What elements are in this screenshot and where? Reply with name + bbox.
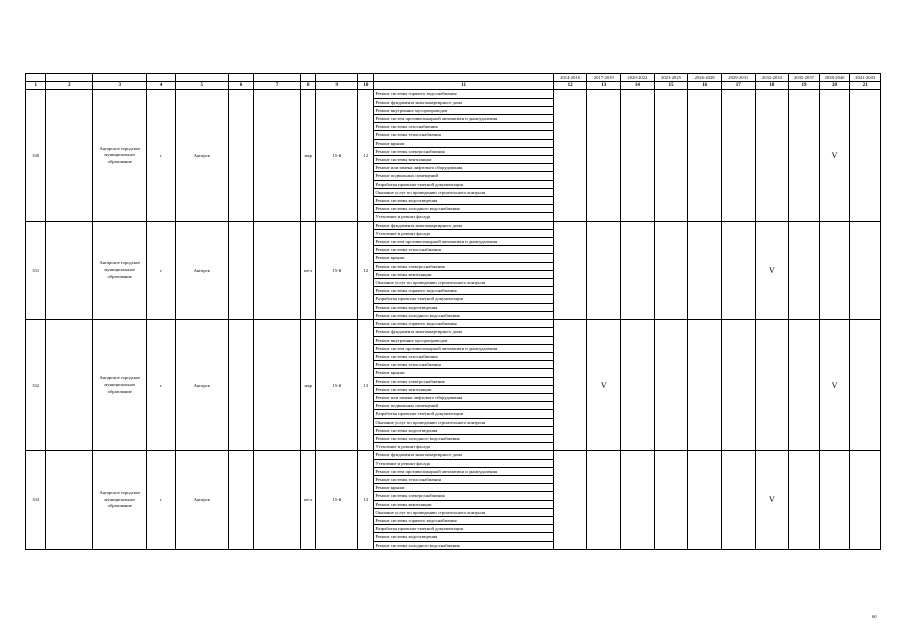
column-number: 18 <box>755 82 789 90</box>
period-cell <box>721 221 755 319</box>
row-number: 332 <box>26 320 46 451</box>
period-cell <box>850 320 881 451</box>
column-number: 2 <box>46 82 93 90</box>
street-type: кв-л <box>301 221 316 319</box>
column-number: 13 <box>587 82 621 90</box>
column-number: 12 <box>553 82 587 90</box>
header-empty-cell <box>254 74 301 82</box>
work-type: Утепление и ремонт фасада <box>374 443 553 451</box>
municipality: Ангарское городское муниципальное образование <box>93 451 147 549</box>
period-mark: V <box>755 451 789 549</box>
period-cell <box>755 90 789 221</box>
header-empty-cell <box>46 74 93 82</box>
period-cell <box>587 221 621 319</box>
period-cell <box>850 451 881 549</box>
column-number: 3 <box>93 82 147 90</box>
period-cell <box>688 221 722 319</box>
period-header: 2023-2025 <box>654 74 688 82</box>
empty-cell <box>254 451 301 549</box>
street-type: мкр <box>301 320 316 451</box>
work-type: Разработка проектно-сметной документации <box>374 525 553 533</box>
municipality: Ангарское городское муниципальное образование <box>93 320 147 451</box>
work-type: Оказание услуг по проведению строительного контроля <box>374 418 553 426</box>
row-number: 331 <box>26 221 46 319</box>
work-type: Ремонт крыши <box>374 254 553 262</box>
work-type: Ремонт системы газоснабжения <box>374 123 553 131</box>
work-type: Ремонт системы электроснабжения <box>374 377 553 385</box>
period-cell <box>850 90 881 221</box>
header-empty-cell <box>301 74 316 82</box>
work-type: Ремонт системы водоотведения <box>374 303 553 311</box>
period-cell <box>621 451 655 549</box>
empty-cell <box>46 221 93 319</box>
work-type: Ремонт системы вентиляции <box>374 270 553 278</box>
period-cell <box>688 451 722 549</box>
empty-cell <box>254 90 301 221</box>
capital-repair-schedule-table <box>25 73 881 550</box>
column-number: 15 <box>654 82 688 90</box>
period-mark: V <box>755 221 789 319</box>
column-number: 4 <box>147 82 176 90</box>
period-cell <box>721 451 755 549</box>
period-cell <box>654 320 688 451</box>
column-number: 5 <box>175 82 228 90</box>
header-empty-cell <box>147 74 176 82</box>
settlement-type: г. <box>147 451 176 549</box>
work-type: Оказание услуг по проведению строительного контроля <box>374 508 553 516</box>
work-type: Ремонт крыши <box>374 139 553 147</box>
period-header: 2038-2040 <box>819 74 850 82</box>
street-type: мкр <box>301 90 316 221</box>
work-type: Ремонт системы теплоснабжения <box>374 475 553 483</box>
settlement-type: г. <box>147 90 176 221</box>
period-cell <box>819 221 850 319</box>
period-cell <box>789 90 820 221</box>
settlement-name: Ангарск <box>175 451 228 549</box>
street-type: кв-л <box>301 451 316 549</box>
settlement-type: г. <box>147 221 176 319</box>
work-type: Ремонт системы холодного водоснабжения <box>374 434 553 442</box>
period-cell <box>553 221 587 319</box>
period-cell <box>789 221 820 319</box>
period-header: 2017-2019 <box>587 74 621 82</box>
work-type: Ремонт или замена лифтового оборудования <box>374 393 553 401</box>
period-cell <box>850 221 881 319</box>
work-type: Разработка проектно-сметной документации <box>374 180 553 188</box>
column-number: 1 <box>26 82 46 90</box>
period-cell <box>819 451 850 549</box>
work-type: Оказание услуг по проведению строительного контроля <box>374 279 553 287</box>
period-cell <box>587 90 621 221</box>
work-type: Ремонт системы водоотведения <box>374 533 553 541</box>
work-type: Ремонт системы теплоснабжения <box>374 246 553 254</box>
period-header: 2041-2043 <box>850 74 881 82</box>
settlement-name: Ангарск <box>175 221 228 319</box>
period-header: 2026-2028 <box>688 74 722 82</box>
header-empty-cell <box>316 74 358 82</box>
period-cell <box>688 320 722 451</box>
row-number: 333 <box>26 451 46 549</box>
header-empty-cell <box>175 74 228 82</box>
page-number: 60 <box>872 614 877 619</box>
period-cell <box>721 90 755 221</box>
street-name: 15-й <box>316 320 358 451</box>
municipality: Ангарское городское муниципальное образование <box>93 221 147 319</box>
work-type: Ремонт системы водоотведения <box>374 197 553 205</box>
period-cell <box>621 90 655 221</box>
column-number: 19 <box>789 82 820 90</box>
settlement-name: Ангарск <box>175 90 228 221</box>
period-cell <box>587 451 621 549</box>
work-type: Ремонт системы электроснабжения <box>374 262 553 270</box>
work-type: Оказание услуг по проведению строительного контроля <box>374 188 553 196</box>
work-type: Ремонт системы вентиляции <box>374 500 553 508</box>
header-empty-cell <box>26 74 46 82</box>
column-number: 20 <box>819 82 850 90</box>
work-type: Ремонт системы электроснабжения <box>374 492 553 500</box>
table-row <box>26 451 881 459</box>
period-cell <box>654 451 688 549</box>
work-type: Ремонт фундамента многоквартирного дома <box>374 221 553 229</box>
period-header: 2014-2016 <box>553 74 587 82</box>
empty-cell <box>254 320 301 451</box>
period-cell <box>553 90 587 221</box>
empty-cell <box>228 451 253 549</box>
work-type: Утепление и ремонт фасада <box>374 459 553 467</box>
work-type: Ремонт системы вентиляции <box>374 156 553 164</box>
work-type: Ремонт системы теплоснабжения <box>374 131 553 139</box>
street-name: 15-й <box>316 221 358 319</box>
settlement-name: Ангарск <box>175 320 228 451</box>
house-number: 13 <box>358 320 374 451</box>
street-name: 15-й <box>316 451 358 549</box>
header-empty-cell <box>228 74 253 82</box>
period-cell <box>654 221 688 319</box>
period-cell <box>621 320 655 451</box>
work-type: Ремонт подвальных помещений <box>374 402 553 410</box>
row-number: 330 <box>26 90 46 221</box>
settlement-type: г. <box>147 320 176 451</box>
work-type: Ремонт системы холодного водоснабжения <box>374 541 553 549</box>
work-type: Ремонт системы горячего водоснабжения <box>374 320 553 328</box>
period-cell <box>621 221 655 319</box>
work-type: Ремонт систем противопожарной автоматики и дымоудаления <box>374 467 553 475</box>
work-type: Ремонт или замена лифтового оборудования <box>374 164 553 172</box>
period-cell <box>755 320 789 451</box>
work-type: Ремонт фундамента многоквартирного дома <box>374 98 553 106</box>
work-type: Утепление и ремонт фасада <box>374 229 553 237</box>
period-header: 2032-2034 <box>755 74 789 82</box>
work-type: Ремонт внутренних мусоропроводов <box>374 106 553 114</box>
period-header: 2029-2031 <box>721 74 755 82</box>
table-row <box>26 320 881 328</box>
work-type: Ремонт систем противопожарной автоматики и дымоудаления <box>374 115 553 123</box>
column-number: 10 <box>358 82 374 90</box>
column-number: 9 <box>316 82 358 90</box>
house-number: 12 <box>358 90 374 221</box>
empty-cell <box>228 320 253 451</box>
period-header: 2035-2037 <box>789 74 820 82</box>
work-type: Ремонт систем противопожарной автоматики и дымоудаления <box>374 344 553 352</box>
street-name: 15-й <box>316 90 358 221</box>
house-number: 12 <box>358 221 374 319</box>
header-empty-cell <box>358 74 374 82</box>
period-cell <box>789 320 820 451</box>
work-type: Ремонт фундамента многоквартирного дома <box>374 328 553 336</box>
column-number: 17 <box>721 82 755 90</box>
column-number: 11 <box>374 82 553 90</box>
period-mark: V <box>819 90 850 221</box>
period-cell <box>654 90 688 221</box>
column-number: 21 <box>850 82 881 90</box>
period-mark: V <box>819 320 850 451</box>
empty-cell <box>228 221 253 319</box>
work-type: Ремонт фундамента многоквартирного дома <box>374 451 553 459</box>
period-mark: V <box>587 320 621 451</box>
work-type: Ремонт системы горячего водоснабжения <box>374 287 553 295</box>
period-cell <box>553 451 587 549</box>
work-type: Ремонт системы горячего водоснабжения <box>374 90 553 98</box>
period-cell <box>688 90 722 221</box>
municipality: Ангарское городское муниципальное образование <box>93 90 147 221</box>
period-cell <box>721 320 755 451</box>
column-number: 6 <box>228 82 253 90</box>
column-number: 16 <box>688 82 722 90</box>
period-cell <box>789 451 820 549</box>
work-type: Утепление и ремонт фасада <box>374 213 553 221</box>
header-empty-cell <box>93 74 147 82</box>
work-type: Ремонт системы вентиляции <box>374 385 553 393</box>
column-number: 14 <box>621 82 655 90</box>
work-type: Ремонт системы электроснабжения <box>374 147 553 155</box>
table-row <box>26 90 881 98</box>
work-type: Ремонт системы холодного водоснабжения <box>374 311 553 319</box>
work-type: Ремонт крыши <box>374 484 553 492</box>
work-type: Ремонт систем противопожарной автоматики и дымоудаления <box>374 238 553 246</box>
work-type: Разработка проектно-сметной документации <box>374 295 553 303</box>
work-type: Ремонт системы горячего водоснабжения <box>374 516 553 524</box>
period-cell <box>553 320 587 451</box>
work-type: Ремонт системы теплоснабжения <box>374 361 553 369</box>
work-type: Разработка проектно-сметной документации <box>374 410 553 418</box>
empty-cell <box>46 90 93 221</box>
table-row <box>26 221 881 229</box>
empty-cell <box>254 221 301 319</box>
house-number: 13 <box>358 451 374 549</box>
work-type: Ремонт системы газоснабжения <box>374 352 553 360</box>
column-number: 7 <box>254 82 301 90</box>
empty-cell <box>46 451 93 549</box>
empty-cell <box>46 320 93 451</box>
header-empty-cell <box>374 74 553 82</box>
period-header: 2020-2022 <box>621 74 655 82</box>
work-type: Ремонт внутренних мусоропроводов <box>374 336 553 344</box>
work-type: Ремонт системы холодного водоснабжения <box>374 205 553 213</box>
work-type: Ремонт крыши <box>374 369 553 377</box>
work-type: Ремонт подвальных помещений <box>374 172 553 180</box>
work-type: Ремонт системы водоотведения <box>374 426 553 434</box>
empty-cell <box>228 90 253 221</box>
column-number: 8 <box>301 82 316 90</box>
